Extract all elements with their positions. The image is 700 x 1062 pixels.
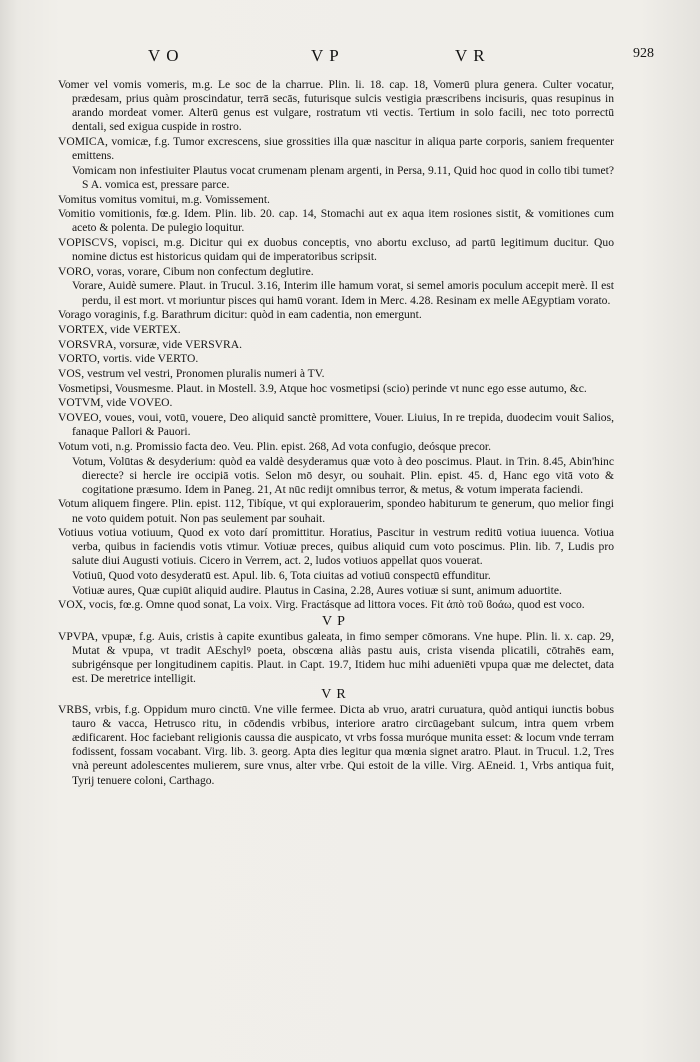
vp-entries [58,630,614,686]
dictionary-entry: VORO, voras, vorare, Cibum non confectum deglutire. [58,264,314,278]
vr-entries [58,703,614,788]
running-header [0,46,700,70]
dictionary-entry: Votum, Volūtas & desyderium: quòd ea valdè desyderamus quæ voto à deo poscimus. Plaut. in Trin. 8.45, Abin'hinc dierecte? si hercle ire occipiā votis. Selon mō desyr, ou souhait. Plin. epist. 45. d, Hanc ego vitā voto & cogitatione præsumo. Idem in Paneg. 21, At nūc redijt omnibus terror, & metus, & votum imperata faciendi. [72,454,614,496]
dictionary-entry: Votum aliquem fingere. Plin. epist. 112, Tibíque, vt qui explorauerim, spondeo habiturum te generum, quo melior fingi ne voto quidem potuit. Non pas seulement par souhait. [58,497,614,525]
dictionary-entry: VORTEX, vide VERTEX. [58,322,181,336]
dictionary-entry: VOTVM, vide VOVEO. [58,396,173,410]
section-heading-vr: VR [321,687,351,702]
dictionary-entry: Vomicam non infestiuiter Plautus vocat crumenam plenam argenti, in Persa, 9.11, Quid hoc quod in collo tibi tumet? S A. vomica est, pressare parce. [72,163,614,191]
section-heading-vp: VP [322,613,350,629]
dictionary-entry: Vorare, Auidè sumere. Plaut. in Trucul. 3.16, Interim ille hamum vorat, si semel amoris poculum accepit merè. Il est perdu, il est mort. vt moriuntur pisces qui hamū vorant. Idem in Merc. 4.28. Resinam ex melle AEgyptiam vorato. [72,279,614,307]
dictionary-entry: Vomer vel vomis vomeris, m.g. Le soc de la charrue. Plin. li. 18. cap. 18, Vomerū plura genera. Culter vocatur, prædesam, prius quàm proscindatur, terrā secās, futurisque sulcis vestigia præscribens incisuris, quas resupinus in arando mordeat vomer. Alterū genus est vulgare, rostratum vti vectis. Tertium in solo facili, nec toto porrectū dentali, sed exigua cuspide in rostro. [58,78,614,134]
header-center: VP [311,46,345,65]
dictionary-entry: Vomitus vomitus vomitui, m.g. Vomissement. [58,192,270,206]
dictionary-entry: VOX, vocis, fœ.g. Omne quod sonat, La voix. Virg. Fractásque ad littora voces. Fit ἀπὸ τοῦ ϐοάω, quod est voco. [58,598,585,612]
dictionary-entry: VOPISCVS, vopisci, m.g. Dicitur qui ex duobus conceptis, vno abortu excluso, ad partū legitimum ducitur. Quo nomine dictus est historicus quidam qui de imperatoribus scripsit. [58,236,614,264]
dictionary-entry: VRBS, vrbis, f.g. Oppidum muro cinctū. Vne ville fermee. Dicta ab vruo, aratri curuatura, quòd antiqui iunctis bobus tauro & vacca, Hetrusco ritu, in cōdendis vrbibus, interiore aratro circūagebant sulcum, intra quem vrbem ædificarent. Hoc faciebant religionis caussa die auspicato, vt vrbs fossa muróque munita esset: & locum vnde terram fodissent, fossam vocabant. Virg. lib. 3. georg. Apta dies legitur qua mœnia signet aratro. Plaut. in Trucul. 1.2, Tres vnà pereunt adolescentes mulierem, sure vnus, alter vrbe. Qui estoit de la ville. Virg. AEneid. 1, Vrbs antiqua fuit, Tyrij tenuere coloni, Carthago. [58,703,614,787]
dictionary-entry: VOVEO, voues, voui, votū, vouere, Deo aliquid sanctè promittere, Vouer. Liuius, In re trepida, duodecim vouit Salios, fanaque Pallori & Pauori. [58,411,614,439]
header-right: VR [455,46,491,65]
dictionary-entry: Vosmetipsi, Vousmesme. Plaut. in Mostell. 3.9, Atque hoc vosmetipsi (scio) perinde vt nunc ego esse autumo, &c. [58,381,587,395]
header-left: VO [148,46,185,65]
dictionary-entry: VOMICA, vomicæ, f.g. Tumor excrescens, siue grossities illa quæ nascitur in aliqua parte corporis, saniem frequenter emittens. [58,134,614,163]
dictionary-entry: Vorago voraginis, f.g. Barathrum dicitur: quòd in eam cadentia, non emergunt. [58,308,422,322]
dictionary-entry: VORSVRA, vorsuræ, vide VERSVRA. [58,337,243,351]
dictionary-entry: VPVPA, vpupæ, f.g. Auis, cristis à capite exuntibus galeata, in fimo semper cōmorans. Vne hupe. Plin. li. x. cap. 29, Mutat & vpupa, vt tradit AEschylꝰ poeta, obscœna aliàs pastu auis, crista visenda plicatili, cōtrahēs eam, subrigénsque per longitudinem capitis. Plaut. in Capt. 19.7, Itidem huc mihi adueniēti vpupa quæ me delectet, data est. De meretrice intelligit. [58,629,614,685]
dictionary-entry: VOS, vestrum vel vestri, Pronomen pluralis numeri à TV. [58,367,325,380]
page-number: 928 [633,46,654,61]
dictionary-entry: VORTO, vortis. vide VERTO. [58,352,199,366]
dictionary-entry: Votiuū, Quod voto desyderatū est. Apul. lib. 6, Tota ciuitas ad votiuū conspectū effunditur. [72,569,491,583]
dictionary-column [58,78,614,788]
dictionary-entry: Votum voti, n.g. Promissio facta deo. Veu. Plin. epist. 268, Ad vota confugio, deósque precor. [58,439,492,453]
dictionary-entry: Vomitio vomitionis, fœ.g. Idem. Plin. lib. 20. cap. 14, Stomachi aut ex aqua item rosiones sistit, & vomitiones cum aceto & polenta. De pulegio loquitur. [58,207,614,235]
dictionary-entry: Votiuus votiua votiuum, Quod ex voto darí promittitur. Horatius, Pascitur in vestrum reditū votiua iuuenca. Votiua verba, quibus in faciendis votis vtimur. Votiuæ preces, quibus aliquid cum voto poscimus. Plin. lib. 7, Ludis pro salute diui Augusti votiuis. Cicero in Verrem, act. 2, ludos votiuos appellat quos vouerat. [58,526,614,568]
dictionary-entry: Votiuæ aures, Quæ cupiūt aliquid audire. Plautus in Casina, 2.28, Aures votiuæ si sunt, animum aduortite. [72,583,562,597]
vo-entries [58,78,614,613]
